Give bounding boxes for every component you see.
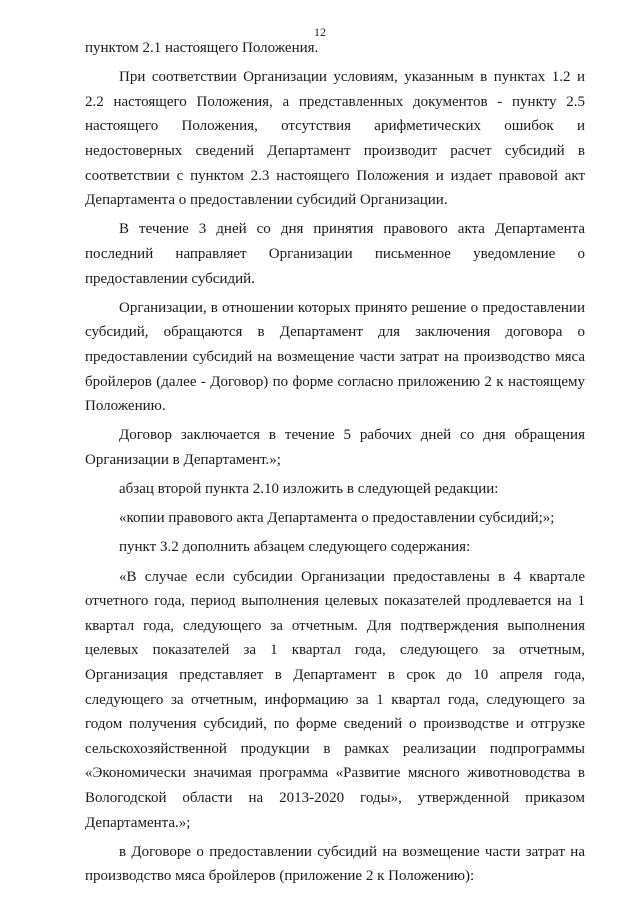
paragraph-amendment-3-2-text: «В случае если субсидии Организации предоставлены в 4 квартале отчетного года, период выполнения целевых показателей продлевается на 1 квартал года, следующего за отчетным. Для подтверждения выполнения целевых показателей за 1 квартал года, следующего за отчетным, Организация представляет в Департамент в срок до 10 апреля года, следующего за отчетным, информацию за 1 квартал года, следующего за годом получения субсидий, по форме сведений о производстве и отгрузке сельскохозяйственной продукции в рамках реализации подпрограммы «Экономически значимая программа «Развитие мясного животноводства в Вологодской области на 2013-2020 годы», утвержденной приказом Департамента.»; [85,568,585,831]
paragraph-notification: В течение 3 дней со дня принятия правового акта Департамента последний направляет Организации письменное уведомление о предоставлении субсидий. [85,221,585,287]
paragraph-amendment-2-10: абзац второй пункта 2.10 изложить в следующей редакции: [119,481,499,498]
paragraph-continuation: пунктом 2.1 настоящего Положения. [85,40,319,56]
page-number: 12 [314,25,326,39]
paragraph-contract-appendix: в Договоре о предоставлении субсидий на возмещение части затрат на производство мяса бройлеров (приложение 2 к Положению): [85,843,585,885]
paragraph-amendment-3-2: пункт 3.2 дополнить абзацем следующего содержания: [119,539,471,556]
paragraph-contract-term: Договор заключается в течение 5 рабочих дней со дня обращения Организации в Департамент.»; [85,427,585,468]
paragraph-amendment-2-10-text: «копии правового акта Департамента о предоставлении субсидий;»; [119,510,555,527]
paragraph-contract-request: Организации, в отношении которых принято решение о предоставлении субсидий, обращаются в Департамент для заключения договора о предоставлении субсидий на возмещение части затрат на производство мяса бройлеров (далее - Договор) по форме согласно приложению 2 к настоящему Положению. [85,299,585,415]
paragraph-conditions-compliance: При соответствии Организации условиям, указанным в пунктах 1.2 и 2.2 настоящего Положения, а представленных документов - пункту 2.5 настоящего Положения, отсутствия арифметических ошибок и недостоверных сведений Департамент производит расчет субсидий в соответствии с пунктом 2.3 настоящего Положения и издает правовой акт Департамента о предоставлении субсидий Организации. [85,69,585,209]
document-body [85,36,585,894]
